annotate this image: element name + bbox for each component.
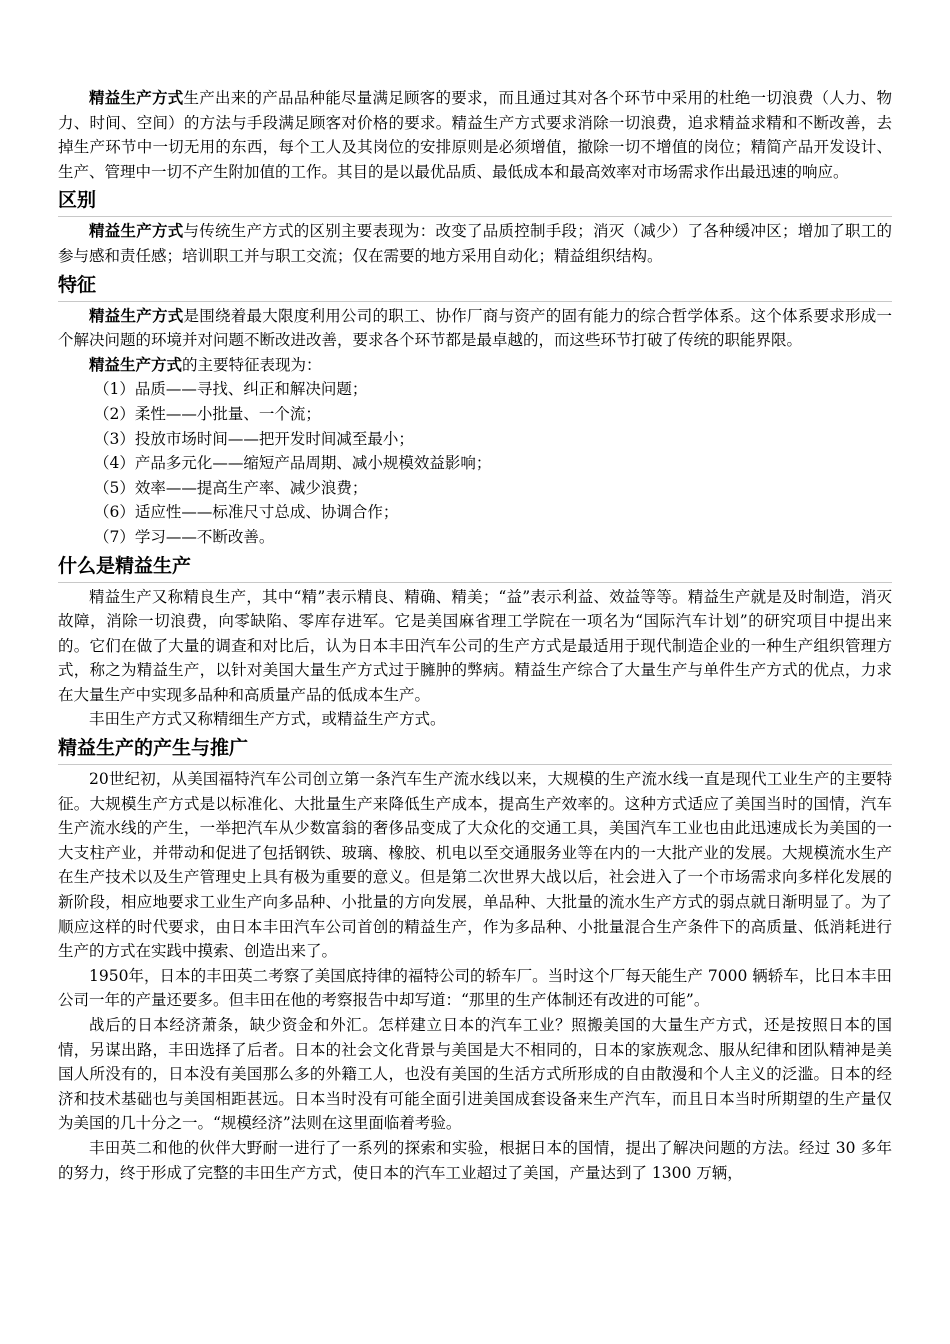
difference-term: 精益生产方式 xyxy=(89,221,184,241)
origin-paragraph-1: 20世纪初，从美国福特汽车公司创立第一条汽车生产流水线以来，大规模的生产流水线一直是现代工业生产的主要特征。大规模生产方式是以标准化、大批量生产来降低生产成本，提高生产效率的。这种方式适应了美国当时的国情，汽车生产流水线的产生，一举把汽车从少数富翁的奢侈品变成了大众化的交通工具，美国汽车工业也由此迅速成长为美国的一大支柱产业，并带动和促进了包括钢铁、玻璃、橡胶、机电以至交通服务业等在内的一大批产业的发展。大规模流水生产在生产技术以及生产管理史上具有极为重要的意义。但是第二次世界大战以后，社会进入了一个市场需求向多样化发展的新阶段，相应地要求工业生产向多品种、小批量的方向发展，单品种、大批量的流水生产方式的弱点就日渐明显了。为了顺应这样的时代要求，由日本丰田汽车公司首创的精益生产，作为多品种、小批量混合生产条件下的高质量、低消耗进行生产的方式在实践中摸索、创造出来了。 xyxy=(58,770,892,961)
intro-text: 生产出来的产品品种能尽量满足顾客的要求，而且通过其对各个环节中采用的杜绝一切浪费（人力、物力、时间、空间）的方法与手段满足顾客对价格的要求。精益生产方式要求消除一切浪费，追求精益求精和不断改善，去掉生产环节中一切无用的东西，每个工人及其岗位的安排原则是必须增值，撤除一切不增值的岗位；精简产品开发设计、生产、管理中一切不产生附加值的工作。其目的是以最优品质、最低成本和最高效率对市场需求作出最迅速的响应。 xyxy=(58,89,892,181)
list-item: （4）产品多元化——缩短产品周期、减小规模效益影响； xyxy=(94,454,492,473)
list-item: （2）柔性——小批量、一个流； xyxy=(94,404,321,423)
heading-difference: 区别 xyxy=(58,187,892,217)
document-page xyxy=(58,86,892,1185)
list-item: （1）品质——寻找、纠正和解决问题； xyxy=(94,380,368,399)
origin-paragraph-4: 丰田英二和他的伙伴大野耐一进行了一系列的探索和实验，根据日本的国情，提出了解决问题的方法。经过 30 多年的努力，终于形成了完整的丰田生产方式，使日本的汽车工业超过了美国，产量达到了 1300 万辆， xyxy=(58,1138,892,1182)
list-item: （6）适应性——标准尺寸总成、协调合作； xyxy=(94,503,399,522)
features-text-2: 的主要特征表现为： xyxy=(182,355,322,374)
intro-paragraph xyxy=(58,86,892,184)
what-paragraph-1: 精益生产又称精良生产，其中“精”表示精良、精确、精美；“益”表示利益、效益等等。精益生产就是及时制造，消灭故障，消除一切浪费，向零缺陷、零库存进军。它是美国麻省理工学院在一项名为“国际汽车计划”的研究项目中提出来的。它们在做了大量的调查和对比后，认为日本丰田汽车公司的生产方式是最适用于现代制造企业的一种生产组织管理方式，称之为精益生产，以针对美国大量生产方式过于臃肿的弊病。精益生产综合了大量生产与单件生产方式的优点，力求在大量生产中实现多品种和高质量产品的低成本生产。 xyxy=(58,587,892,704)
what-paragraph-2: 丰田生产方式又称精细生产方式，或精益生产方式。 xyxy=(89,710,446,729)
difference-paragraph xyxy=(58,219,892,268)
features-paragraph-1 xyxy=(58,304,892,353)
origin-paragraph-2: 1950年，日本的丰田英二考察了美国底持律的福特公司的轿车厂。当时这个厂每天能生产 7000 辆轿车，比日本丰田公司一年的产量还要多。但丰田在他的考察报告中却写道：“那里的生产体制还有改进的可能”。 xyxy=(58,966,892,1010)
features-term-1: 精益生产方式 xyxy=(89,305,184,325)
features-list xyxy=(58,377,892,549)
list-item: （7）学习——不断改善。 xyxy=(94,527,275,546)
heading-features: 特征 xyxy=(58,272,892,302)
features-term-2: 精益生产方式 xyxy=(89,354,183,374)
list-item: （5）效率——提高生产率、减少浪费； xyxy=(94,478,368,497)
features-paragraph-2 xyxy=(58,353,892,378)
heading-origin: 精益生产的产生与推广 xyxy=(58,735,892,765)
origin-paragraph-3: 战后的日本经济萧条，缺少资金和外汇。怎样建立日本的汽车工业？照搬美国的大量生产方式，还是按照日本的国情，另谋出路，丰田选择了后者。日本的社会文化背景与美国是大不相同的，日本的家族观念、服从纪律和团队精神是美国人所没有的，日本没有美国那么多的外籍工人，也没有美国的生活方式所形成的自由散漫和个人主义的泛滥。日本的经济和技术基础也与美国相距甚远。日本当时没有可能全面引进美国成套设备来生产汽车，而且日本当时所期望的生产量仅为美国的几十分之一。“规模经济”法则在这里面临着考验。 xyxy=(58,1016,892,1133)
difference-text: 与传统生产方式的区别主要表现为：改变了品质控制手段；消灭（减少）了各种缓冲区；增加了职工的参与感和责任感；培训职工并与职工交流；仅在需要的地方采用自动化；精益组织结构。 xyxy=(58,222,892,265)
heading-what-is-lean: 什么是精益生产 xyxy=(58,553,892,583)
features-text-1: 是围绕着最大限度利用公司的职工、协作厂商与资产的固有能力的综合哲学体系。这个体系要求形成一个解决问题的环境并对问题不断改进改善，要求各个环节都是最卓越的，而这些环节打破了传统的职能界限。 xyxy=(58,306,892,350)
list-item: （3）投放市场时间——把开发时间减至最小； xyxy=(94,429,414,448)
intro-term: 精益生产方式 xyxy=(89,88,184,107)
